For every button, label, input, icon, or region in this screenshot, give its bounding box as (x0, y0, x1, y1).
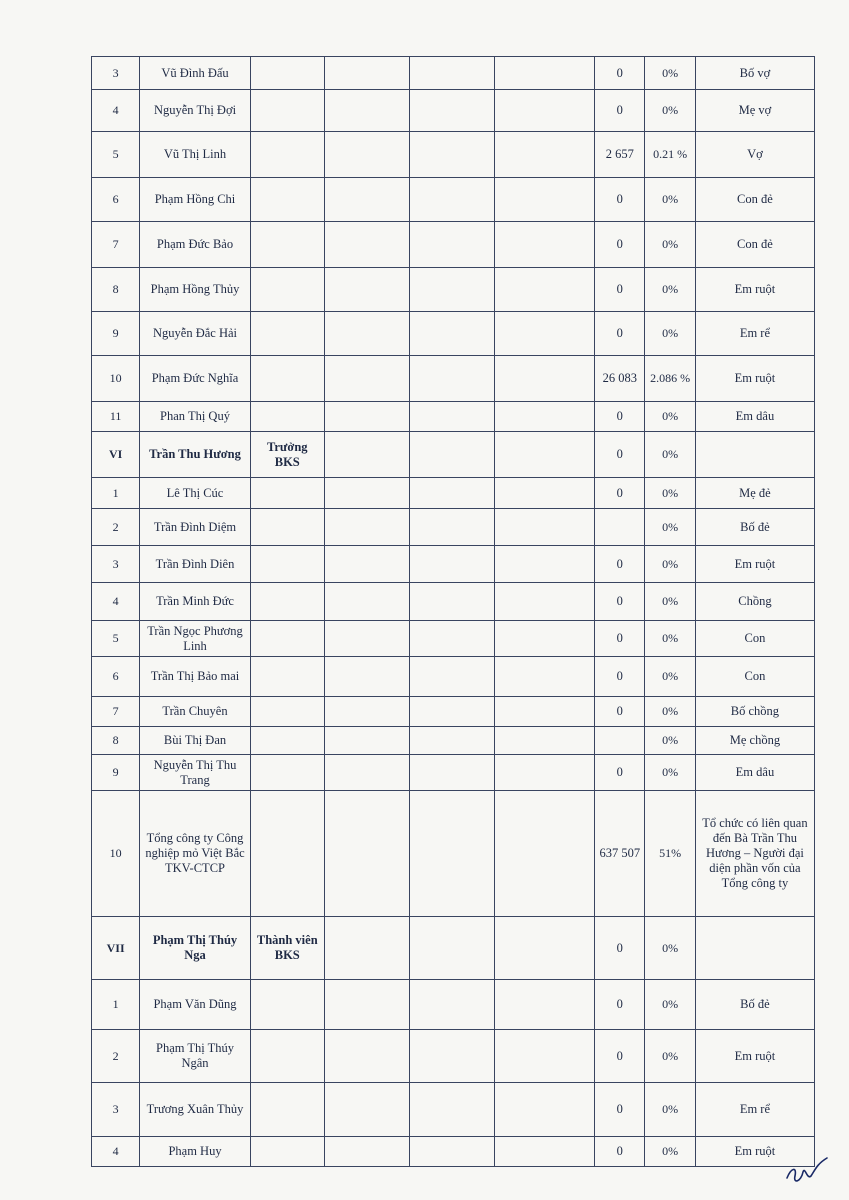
empty-cell (324, 509, 409, 546)
relationship-cell: Bố đẻ (695, 509, 814, 546)
position-cell (250, 509, 324, 546)
shares-cell: 637 507 (595, 791, 645, 917)
empty-cell (495, 980, 595, 1030)
table-row (92, 1083, 815, 1137)
position-cell (250, 478, 324, 509)
shares-cell: 0 (595, 1083, 645, 1137)
row-index-cell: 5 (92, 132, 140, 178)
related-persons-table (91, 56, 815, 1167)
relationship-cell: Em ruột (695, 1137, 814, 1167)
row-index-cell: 10 (92, 356, 140, 402)
empty-cell (495, 402, 595, 432)
table-row (92, 621, 815, 657)
table-row (92, 583, 815, 621)
person-name-cell: Nguyễn Đắc Hải (140, 312, 250, 356)
empty-cell (324, 621, 409, 657)
ownership-percent-cell: 0% (645, 402, 695, 432)
shares-cell: 0 (595, 546, 645, 583)
table-body (92, 57, 815, 1167)
ownership-percent-cell: 0% (645, 1137, 695, 1167)
shares-cell: 0 (595, 90, 645, 132)
table-row (92, 546, 815, 583)
row-index-cell: VI (92, 432, 140, 478)
row-index-cell: 2 (92, 1030, 140, 1083)
relationship-cell: Em ruột (695, 546, 814, 583)
empty-cell (495, 727, 595, 755)
table-row (92, 697, 815, 727)
row-index-cell: 6 (92, 178, 140, 222)
relationship-cell: Em ruột (695, 356, 814, 402)
ownership-percent-cell: 0% (645, 178, 695, 222)
position-cell: Thành viên BKS (250, 917, 324, 980)
empty-cell (324, 755, 409, 791)
table-row (92, 312, 815, 356)
row-index-cell: 1 (92, 980, 140, 1030)
person-name-cell: Phan Thị Quý (140, 402, 250, 432)
shares-cell: 0 (595, 657, 645, 697)
relationship-cell: Em rể (695, 1083, 814, 1137)
empty-cell (409, 791, 495, 917)
row-index-cell: 1 (92, 478, 140, 509)
empty-cell (495, 432, 595, 478)
ownership-percent-cell: 0% (645, 90, 695, 132)
shares-cell: 0 (595, 57, 645, 90)
row-index-cell: 7 (92, 697, 140, 727)
position-cell (250, 583, 324, 621)
ownership-percent-cell: 0% (645, 727, 695, 755)
relationship-cell: Em dâu (695, 755, 814, 791)
empty-cell (495, 697, 595, 727)
table-row (92, 478, 815, 509)
row-index-cell: 5 (92, 621, 140, 657)
empty-cell (409, 1030, 495, 1083)
shares-cell: 0 (595, 980, 645, 1030)
person-name-cell: Phạm Đức Nghĩa (140, 356, 250, 402)
row-index-cell: 4 (92, 583, 140, 621)
empty-cell (324, 583, 409, 621)
position-cell: Trưởng BKS (250, 432, 324, 478)
person-name-cell: Nguyễn Thị Đợi (140, 90, 250, 132)
empty-cell (495, 356, 595, 402)
ownership-percent-cell: 0% (645, 755, 695, 791)
relationship-cell (695, 432, 814, 478)
empty-cell (409, 621, 495, 657)
empty-cell (409, 1083, 495, 1137)
shares-cell: 0 (595, 621, 645, 657)
table-row (92, 509, 815, 546)
row-index-cell: 7 (92, 222, 140, 268)
person-name-cell: Phạm Hồng Thủy (140, 268, 250, 312)
row-index-cell: 6 (92, 657, 140, 697)
table-row (92, 356, 815, 402)
empty-cell (409, 312, 495, 356)
relationship-cell: Con đẻ (695, 222, 814, 268)
empty-cell (409, 546, 495, 583)
position-cell (250, 312, 324, 356)
empty-cell (495, 1030, 595, 1083)
ownership-percent-cell: 0% (645, 1083, 695, 1137)
shares-cell: 0 (595, 268, 645, 312)
position-cell (250, 57, 324, 90)
position-cell (250, 222, 324, 268)
position-cell (250, 268, 324, 312)
empty-cell (409, 583, 495, 621)
empty-cell (495, 312, 595, 356)
person-name-cell: Trương Xuân Thủy (140, 1083, 250, 1137)
ownership-percent-cell: 0% (645, 478, 695, 509)
shares-cell: 0 (595, 402, 645, 432)
empty-cell (409, 1137, 495, 1167)
row-index-cell: 8 (92, 268, 140, 312)
empty-cell (495, 1083, 595, 1137)
relationship-cell: Con đẻ (695, 178, 814, 222)
empty-cell (324, 90, 409, 132)
empty-cell (495, 178, 595, 222)
empty-cell (409, 268, 495, 312)
person-name-cell: Trần Thị Bảo mai (140, 657, 250, 697)
empty-cell (324, 1137, 409, 1167)
empty-cell (495, 478, 595, 509)
ownership-percent-cell: 0% (645, 583, 695, 621)
row-index-cell: 9 (92, 312, 140, 356)
ownership-percent-cell: 0% (645, 917, 695, 980)
section-row (92, 917, 815, 980)
position-cell (250, 791, 324, 917)
shares-cell: 0 (595, 1030, 645, 1083)
shares-cell (595, 509, 645, 546)
empty-cell (495, 132, 595, 178)
empty-cell (324, 791, 409, 917)
shares-cell: 0 (595, 432, 645, 478)
row-index-cell: 4 (92, 90, 140, 132)
empty-cell (495, 509, 595, 546)
table-row (92, 1030, 815, 1083)
row-index-cell: 9 (92, 755, 140, 791)
person-name-cell: Phạm Huy (140, 1137, 250, 1167)
empty-cell (409, 222, 495, 268)
row-index-cell: 2 (92, 509, 140, 546)
table-row (92, 268, 815, 312)
empty-cell (409, 402, 495, 432)
empty-cell (409, 178, 495, 222)
person-name-cell: Trần Đình Diên (140, 546, 250, 583)
position-cell (250, 356, 324, 402)
empty-cell (324, 1030, 409, 1083)
person-name-cell: Nguyễn Thị Thu Trang (140, 755, 250, 791)
position-cell (250, 755, 324, 791)
position-cell (250, 657, 324, 697)
row-index-cell: VII (92, 917, 140, 980)
relationship-cell: Mẹ đẻ (695, 478, 814, 509)
empty-cell (409, 697, 495, 727)
empty-cell (324, 980, 409, 1030)
ownership-percent-cell: 0% (645, 268, 695, 312)
person-name-cell: Trần Minh Đức (140, 583, 250, 621)
table-row (92, 1137, 815, 1167)
position-cell (250, 1083, 324, 1137)
table-row (92, 657, 815, 697)
relationship-cell: Em dâu (695, 402, 814, 432)
empty-cell (495, 657, 595, 697)
empty-cell (495, 222, 595, 268)
person-name-cell: Vũ Thị Linh (140, 132, 250, 178)
empty-cell (324, 917, 409, 980)
shares-cell: 0 (595, 312, 645, 356)
empty-cell (324, 478, 409, 509)
empty-cell (324, 546, 409, 583)
table-row (92, 727, 815, 755)
empty-cell (495, 583, 595, 621)
ownership-percent-cell: 0% (645, 222, 695, 268)
position-cell (250, 621, 324, 657)
table-row (92, 57, 815, 90)
position-cell (250, 1030, 324, 1083)
shares-cell: 2 657 (595, 132, 645, 178)
relationship-cell: Vợ (695, 132, 814, 178)
person-name-cell: Lê Thị Cúc (140, 478, 250, 509)
shares-cell: 0 (595, 755, 645, 791)
empty-cell (409, 57, 495, 90)
person-name-cell: Phạm Đức Bảo (140, 222, 250, 268)
empty-cell (495, 90, 595, 132)
empty-cell (324, 356, 409, 402)
ownership-percent-cell: 2.086 % (645, 356, 695, 402)
position-cell (250, 402, 324, 432)
empty-cell (495, 57, 595, 90)
ownership-percent-cell: 0% (645, 697, 695, 727)
shares-cell (595, 727, 645, 755)
empty-cell (409, 132, 495, 178)
ownership-percent-cell: 0% (645, 312, 695, 356)
ownership-percent-cell: 0% (645, 432, 695, 478)
empty-cell (495, 621, 595, 657)
person-name-cell: Bùi Thị Đan (140, 727, 250, 755)
relationship-cell: Bố đẻ (695, 980, 814, 1030)
empty-cell (495, 917, 595, 980)
shares-cell: 0 (595, 478, 645, 509)
person-name-cell: Trần Đình Diệm (140, 509, 250, 546)
shares-cell: 0 (595, 222, 645, 268)
relationship-cell: Em rể (695, 312, 814, 356)
section-row (92, 432, 815, 478)
empty-cell (324, 57, 409, 90)
shares-cell: 0 (595, 583, 645, 621)
position-cell (250, 546, 324, 583)
position-cell (250, 90, 324, 132)
empty-cell (324, 697, 409, 727)
empty-cell (409, 509, 495, 546)
person-name-cell: Phạm Văn Dũng (140, 980, 250, 1030)
empty-cell (324, 402, 409, 432)
empty-cell (409, 727, 495, 755)
relationship-cell (695, 917, 814, 980)
relationship-cell: Con (695, 621, 814, 657)
shares-cell: 0 (595, 1137, 645, 1167)
empty-cell (495, 1137, 595, 1167)
empty-cell (324, 657, 409, 697)
table-row (92, 222, 815, 268)
row-index-cell: 11 (92, 402, 140, 432)
relationship-cell: Chồng (695, 583, 814, 621)
empty-cell (409, 980, 495, 1030)
empty-cell (409, 90, 495, 132)
row-index-cell: 3 (92, 1083, 140, 1137)
empty-cell (324, 432, 409, 478)
position-cell (250, 1137, 324, 1167)
position-cell (250, 980, 324, 1030)
person-name-cell: Trần Ngọc Phương Linh (140, 621, 250, 657)
row-index-cell: 3 (92, 57, 140, 90)
ownership-percent-cell: 0% (645, 546, 695, 583)
relationship-cell: Mẹ chồng (695, 727, 814, 755)
ownership-percent-cell: 0% (645, 657, 695, 697)
empty-cell (495, 791, 595, 917)
empty-cell (409, 657, 495, 697)
row-index-cell: 10 (92, 791, 140, 917)
empty-cell (324, 727, 409, 755)
person-name-cell: Vũ Đình Đấu (140, 57, 250, 90)
person-name-cell: Phạm Thị Thúy Ngân (140, 1030, 250, 1083)
shares-cell: 26 083 (595, 356, 645, 402)
shares-cell: 0 (595, 917, 645, 980)
ownership-percent-cell: 0% (645, 621, 695, 657)
ownership-percent-cell: 0% (645, 509, 695, 546)
empty-cell (409, 478, 495, 509)
empty-cell (495, 546, 595, 583)
ownership-percent-cell: 0% (645, 1030, 695, 1083)
empty-cell (409, 356, 495, 402)
position-cell (250, 178, 324, 222)
table-row (92, 791, 815, 917)
person-name-cell: Trần Chuyên (140, 697, 250, 727)
position-cell (250, 697, 324, 727)
table-row (92, 980, 815, 1030)
shares-cell: 0 (595, 697, 645, 727)
relationship-cell: Tổ chức có liên quan đến Bà Trần Thu Hương – Người đại diện phần vốn của Tổng công ty (695, 791, 814, 917)
relationship-cell: Em ruột (695, 268, 814, 312)
ownership-percent-cell: 51% (645, 791, 695, 917)
person-name-cell: Tổng công ty Công nghiệp mỏ Việt Bắc TKV-CTCP (140, 791, 250, 917)
empty-cell (324, 178, 409, 222)
table-row (92, 178, 815, 222)
empty-cell (324, 268, 409, 312)
signature-mark (783, 1152, 831, 1188)
table-row (92, 402, 815, 432)
position-cell (250, 132, 324, 178)
relationship-cell: Con (695, 657, 814, 697)
empty-cell (324, 312, 409, 356)
empty-cell (409, 917, 495, 980)
relationship-cell: Mẹ vợ (695, 90, 814, 132)
ownership-percent-cell: 0.21 % (645, 132, 695, 178)
person-name-cell: Phạm Hồng Chi (140, 178, 250, 222)
relationship-cell: Em ruột (695, 1030, 814, 1083)
shares-cell: 0 (595, 178, 645, 222)
empty-cell (324, 222, 409, 268)
relationship-cell: Bố chồng (695, 697, 814, 727)
person-name-cell: Trần Thu Hương (140, 432, 250, 478)
row-index-cell: 8 (92, 727, 140, 755)
table-row (92, 132, 815, 178)
table-row (92, 90, 815, 132)
empty-cell (324, 1083, 409, 1137)
empty-cell (495, 755, 595, 791)
relationship-cell: Bố vợ (695, 57, 814, 90)
ownership-percent-cell: 0% (645, 980, 695, 1030)
person-name-cell: Phạm Thị Thúy Nga (140, 917, 250, 980)
position-cell (250, 727, 324, 755)
row-index-cell: 4 (92, 1137, 140, 1167)
table-row (92, 755, 815, 791)
row-index-cell: 3 (92, 546, 140, 583)
empty-cell (409, 432, 495, 478)
empty-cell (495, 268, 595, 312)
empty-cell (324, 132, 409, 178)
empty-cell (409, 755, 495, 791)
ownership-percent-cell: 0% (645, 57, 695, 90)
